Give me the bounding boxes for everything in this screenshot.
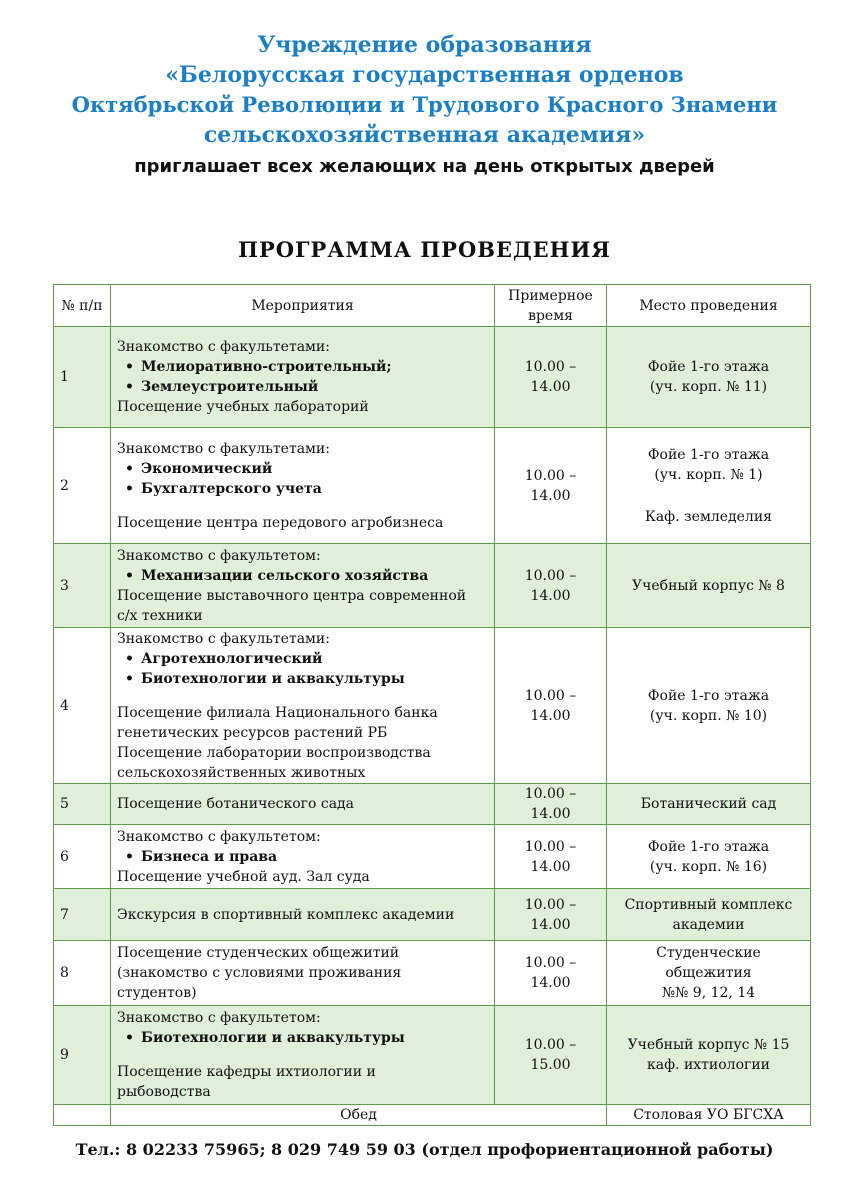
faculty-item: • Агротехнологический: [133, 649, 488, 669]
row-place: [607, 428, 811, 544]
time-line: 10.00 –: [524, 786, 577, 802]
activity-line: Посещение центра передового агробизнеса: [117, 514, 444, 531]
activity-line: Посещение филиала Национального банка: [117, 704, 438, 721]
row-activities: [111, 941, 495, 1006]
header-time-line-2: время: [528, 307, 573, 324]
place-line: Каф. земледелия: [645, 508, 772, 525]
activity-text: Экскурсия в спортивный комплекс академии: [117, 906, 455, 923]
activity-line: Посещение кафедры ихтиологии и: [117, 1064, 376, 1080]
row-activities: [111, 327, 495, 428]
row-activities: [111, 628, 495, 784]
faculty-list: [117, 847, 488, 867]
header-events: Мероприятия: [111, 285, 495, 327]
row-number: 1: [54, 327, 111, 428]
faculty-item: • Механизации сельского хозяйства: [133, 566, 488, 586]
row-number: 9: [54, 1006, 111, 1105]
faculty-item: • Землеустроительный: [133, 377, 488, 397]
activity-line: Посещение лаборатории воспроизводства: [117, 744, 431, 761]
row-activities: [111, 1006, 495, 1105]
table-row: [54, 784, 811, 825]
place-line: каф. ихтиологии: [646, 1057, 770, 1073]
place-line: (уч. корп. № 10): [649, 707, 768, 724]
place-line: Фойе 1-го этажа: [647, 359, 770, 375]
row-activities: [111, 889, 495, 941]
activity-line: с/х техники: [117, 607, 203, 624]
faculty-item: • Мелиоративно-строительный;: [133, 357, 488, 377]
time-line: 14.00: [530, 587, 571, 604]
activity-line: Посещение учебной ауд. Зал суда: [117, 868, 370, 885]
row-place: [607, 784, 811, 825]
table-row: [54, 941, 811, 1006]
time-line: 14.00: [530, 975, 571, 991]
row-number: 7: [54, 889, 111, 941]
spacer: [117, 1048, 488, 1062]
activity-intro: Знакомство с факультетами:: [117, 339, 330, 355]
place-line: академии: [672, 916, 745, 933]
table-row: [54, 544, 811, 628]
row-time: [495, 628, 607, 784]
lunch-empty-cell: [54, 1105, 111, 1126]
faculty-item: • Бизнеса и права: [133, 847, 488, 867]
time-line: 14.00: [530, 806, 571, 822]
invitation-subtitle: приглашает всех желающих на день открытых дверей: [134, 156, 715, 177]
row-number: 8: [54, 941, 111, 1006]
place-line: Учебный корпус № 8: [632, 577, 785, 594]
row-time: [495, 784, 607, 825]
place-line: общежития: [665, 965, 752, 981]
activity-intro: Знакомство с факультетами:: [117, 440, 330, 457]
spacer: [117, 499, 488, 513]
row-place: [607, 889, 811, 941]
time-line: 14.00: [530, 487, 571, 504]
row-place: [607, 327, 811, 428]
time-line: 10.00 –: [524, 359, 577, 375]
row-number: 5: [54, 784, 111, 825]
institution-line-1: Учреждение образования: [257, 32, 592, 58]
row-time: [495, 825, 607, 889]
table-row: [54, 628, 811, 784]
time-line: 14.00: [530, 379, 571, 395]
row-number: 4: [54, 628, 111, 784]
faculty-list: [117, 459, 488, 499]
row-time: [495, 327, 607, 428]
activity-intro: Знакомство с факультетом:: [117, 547, 321, 564]
row-time: [495, 428, 607, 544]
row-number: 3: [54, 544, 111, 628]
lunch-label: Обед: [111, 1105, 607, 1126]
header-time: [495, 285, 607, 327]
row-place: [607, 941, 811, 1006]
activity-line: Посещение учебных лабораторий: [117, 399, 369, 415]
row-time: [495, 889, 607, 941]
row-place: [607, 825, 811, 889]
row-time: [495, 544, 607, 628]
activity-text: Посещение ботанического сада: [117, 796, 355, 812]
faculty-list: [117, 357, 488, 397]
program-table: [53, 284, 811, 1126]
place-line: Фойе 1-го этажа: [647, 687, 770, 704]
row-place: [607, 628, 811, 784]
row-activities: [111, 428, 495, 544]
institution-line-4: сельскохозяйственная академия»: [203, 122, 646, 148]
institution-line-3: Октябрьской Революции и Трудового Красного Знамени: [71, 92, 778, 117]
row-number: 2: [54, 428, 111, 544]
header-time-line-1: Примерное: [508, 287, 593, 304]
header-place: Место проведения: [607, 285, 811, 327]
activity-line: сельскохозяйственных животных: [117, 764, 366, 781]
activity-intro: Знакомство с факультетом:: [117, 1010, 321, 1026]
activity-line: (знакомство с условиями проживания: [117, 965, 402, 981]
lunch-place: Столовая УО БГСХА: [607, 1105, 811, 1126]
faculty-item: • Биотехнологии и аквакультуры: [133, 669, 488, 689]
faculty-item: • Бухгалтерского учета: [133, 479, 488, 499]
row-activities: [111, 825, 495, 889]
header: [0, 30, 849, 182]
header-num: № п/п: [54, 285, 111, 327]
row-activities: [111, 544, 495, 628]
time-line: 10.00 –: [524, 838, 577, 855]
time-line: 10.00 –: [524, 687, 577, 704]
activity-line: Посещение выставочного центра современной: [117, 587, 467, 604]
time-line: 10.00 –: [524, 955, 577, 971]
activity-intro: Знакомство с факультетами:: [117, 630, 330, 647]
row-place: [607, 544, 811, 628]
time-line: 10.00 –: [524, 896, 577, 913]
place-line: Фойе 1-го этажа: [647, 446, 770, 463]
table-row: [54, 327, 811, 428]
table-row: [54, 889, 811, 941]
faculty-item: • Биотехнологии и аквакультуры: [133, 1028, 488, 1048]
activity-line: рыбоводства: [117, 1084, 211, 1100]
institution-line-2: «Белорусская государственная орденов: [165, 62, 684, 88]
table-header-row: [54, 285, 811, 327]
place-line: Ботанический сад: [640, 796, 777, 812]
time-line: 14.00: [530, 707, 571, 724]
row-time: [495, 1006, 607, 1105]
time-line: 10.00 –: [524, 1037, 577, 1053]
spacer: [117, 689, 488, 703]
time-line: 15.00: [530, 1057, 571, 1073]
time-line: 14.00: [530, 916, 571, 933]
row-place: [607, 1006, 811, 1105]
place-line: №№ 9, 12, 14: [661, 985, 756, 1001]
activity-line: студентов): [117, 985, 197, 1001]
faculty-list: [117, 1028, 488, 1048]
place-line: Фойе 1-го этажа: [647, 838, 770, 855]
place-line: (уч. корп. № 16): [649, 858, 768, 875]
program-title: ПРОГРАММА ПРОВЕДЕНИЯ: [238, 237, 611, 262]
contact-phones: Тел.: 8 02233 75965; 8 029 749 59 03 (отдел профориентационной работы): [75, 1140, 774, 1159]
activity-intro: Знакомство с факультетом:: [117, 828, 321, 845]
place-line: Спортивный комплекс: [624, 896, 793, 913]
faculty-item: • Экономический: [133, 459, 488, 479]
row-activities: [111, 784, 495, 825]
row-time: [495, 941, 607, 1006]
time-line: 10.00 –: [524, 467, 577, 484]
activity-line: Посещение студенческих общежитий: [117, 945, 400, 961]
lunch-row: [54, 1105, 811, 1126]
place-line: (уч. корп. № 11): [649, 379, 768, 395]
row-number: 6: [54, 825, 111, 889]
table-row: [54, 428, 811, 544]
faculty-list: [117, 566, 488, 586]
time-line: 10.00 –: [524, 567, 577, 584]
time-line: 14.00: [530, 858, 571, 875]
table-row: [54, 1006, 811, 1105]
place-line: Студенческие: [656, 945, 761, 961]
table-row: [54, 825, 811, 889]
faculty-list: [117, 649, 488, 689]
place-line: Учебный корпус № 15: [627, 1037, 790, 1053]
activity-line: генетических ресурсов растений РБ: [117, 724, 388, 741]
place-line: (уч. корп. № 1): [654, 466, 763, 483]
